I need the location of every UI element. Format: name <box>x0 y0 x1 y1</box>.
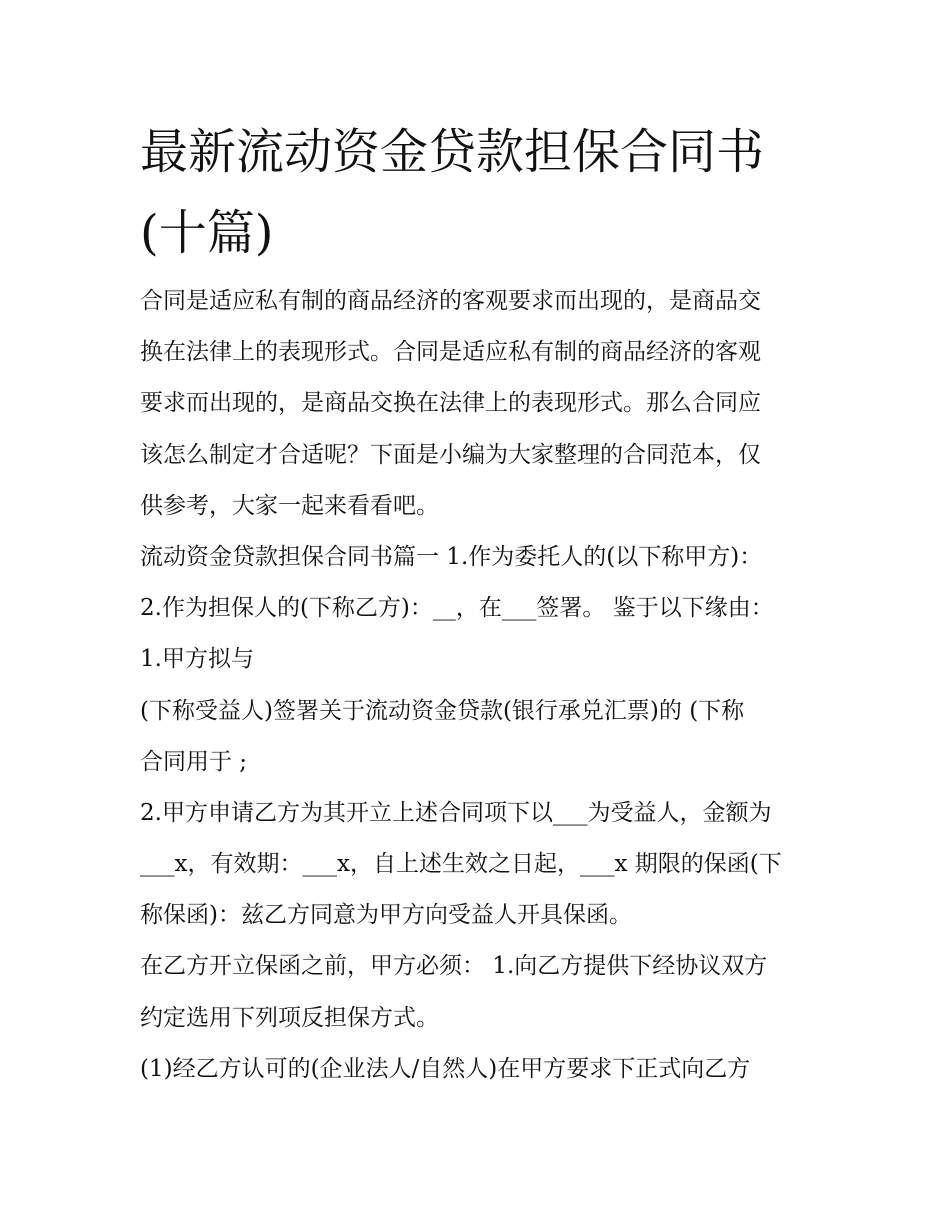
document-body <box>140 276 820 1095</box>
text-line: 合同用于 ; <box>140 748 248 775</box>
text-line: 换在法律上的表现形式。合同是适应私有制的商品经济的客观 <box>140 339 761 366</box>
text-line: 供参考，大家一起来看看吧。 <box>140 492 439 519</box>
text-line: (1)经乙方认可的(企业法人/自然人)在甲方要求下正式向乙方 <box>140 1055 751 1082</box>
text-line: ___x，有效期：___x，自上述生效之日起，___x 期限的保函(下 <box>140 851 782 878</box>
text-line: 流动资金贷款担保合同书篇一 1.作为委托人的(以下称甲方)： <box>140 543 763 570</box>
text-line: 在乙方开立保函之前，甲方必须： 1.向乙方提供下经协议双方 <box>140 953 768 980</box>
text-line: 约定选用下列项反担保方式。 <box>140 1004 439 1031</box>
text-line: 称保函)：兹乙方同意为甲方向受益人开具保函。 <box>140 902 632 929</box>
text-line: 要求而出现的，是商品交换在法律上的表现形式。那么合同应 <box>140 390 761 417</box>
text-line: 2.甲方申请乙方为其开立上述合同项下以___为受益人，金额为 <box>140 799 772 826</box>
text-line: 该怎么制定才合适呢？下面是小编为大家整理的合同范本，仅 <box>140 441 761 468</box>
text-line: 合同是适应私有制的商品经济的客观要求而出现的，是商品交 <box>140 288 761 314</box>
title-line: (十篇) <box>140 205 274 261</box>
document-title <box>140 112 820 274</box>
title-line: 最新流动资金贷款担保合同书 <box>140 124 765 180</box>
text-line: (下称受益人)签署关于流动资金贷款(银行承兑汇票)的 (下称 <box>140 697 745 724</box>
text-line: 1.甲方拟与 <box>140 646 254 673</box>
text-line: 2.作为担保人的(下称乙方)：__，在___签署。 鉴于以下缘由： <box>140 595 774 622</box>
